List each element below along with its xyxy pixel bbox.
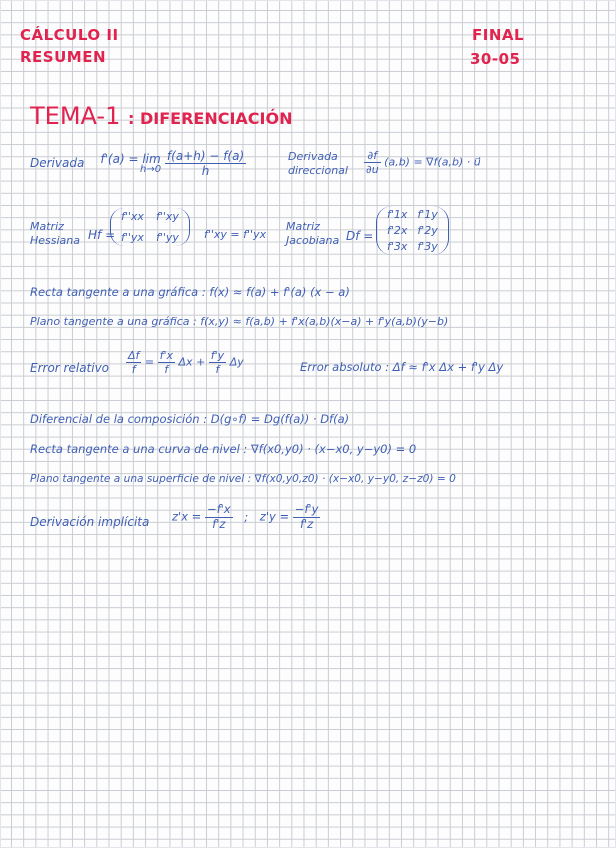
plano-superficie-nivel: Plano tangente a una superficie de nivel : ∇f(x0,y0,z0) · (x−x0, y−y0, z−z0) = 0 xyxy=(30,473,456,485)
error-relativo-frac1 xyxy=(126,350,141,375)
frac-denominator: f xyxy=(131,363,136,376)
implicita-frac-a xyxy=(205,504,233,530)
error-relativo-term: Δy xyxy=(229,355,244,369)
derivada-lhs: f'(a) = lim xyxy=(100,151,161,166)
frac-numerator: f'x xyxy=(159,349,174,362)
error-relativo-formula xyxy=(126,350,244,375)
recta-curva-nivel: Recta tangente a una curva de nivel : ∇f(x0,y0) · (x−x0, y−y0) = 0 xyxy=(30,442,417,456)
error-relativo-label: Error relativo xyxy=(30,361,110,375)
hessiana-cell: f''xx xyxy=(121,210,144,223)
plano-grafica: Plano tangente a una gráfica : f(x,y) ≈ f(a,b) + f'x(a,b)(x−a) + f'y(a,b)(y−b) xyxy=(30,315,449,328)
derivada-numerator: f(a+h) − f(a) xyxy=(166,149,245,163)
direccional-label-line1: Derivada xyxy=(288,150,338,163)
doc-type-heading: RESUMEN xyxy=(20,48,107,66)
hessiana-label-line1: Matriz xyxy=(30,220,64,233)
implicita-b-lhs: z'y = xyxy=(259,509,290,524)
error-relativo-frac3 xyxy=(209,350,226,375)
derivada-fraction xyxy=(165,150,246,177)
frac-denominator: f'z xyxy=(299,516,314,531)
implicita-separator: ; xyxy=(244,509,249,524)
jacobiana-cell: f'1y xyxy=(417,208,438,221)
derivada-limit: h→0 xyxy=(140,163,162,175)
exam-label: FINAL xyxy=(472,26,525,44)
recta-grafica: Recta tangente a una gráfica : f(x) ≈ f(a) + f'(a) (x − a) xyxy=(30,285,350,299)
derivada-denominator: h xyxy=(201,164,210,178)
jacobiana-lhs: Df = xyxy=(346,229,374,243)
implicita-label: Derivación implícita xyxy=(30,515,150,529)
hessiana-label-line2: Hessiana xyxy=(30,234,81,247)
direccional-rhs: (a,b) = ∇f(a,b) · u⃗ xyxy=(384,155,481,169)
topic-title-main: TEMA-1 xyxy=(30,102,121,130)
direccional-denominator: ∂u xyxy=(366,163,379,176)
implicita-a-lhs: z'x = xyxy=(172,509,202,524)
error-absoluto: Error absoluto : Δf ≈ f'x Δx + f'y Δy xyxy=(300,360,504,374)
topic-title xyxy=(30,104,292,128)
frac-denominator: f'z xyxy=(212,516,226,531)
jacobiana-label xyxy=(286,220,339,248)
frac-denominator: f xyxy=(164,363,169,376)
jacobiana-cell: f'1x xyxy=(387,208,408,221)
frac-numerator: −f'x xyxy=(206,502,231,516)
hessiana-lhs: Hf = xyxy=(88,228,116,242)
hessiana-matrix xyxy=(110,208,190,246)
jacobiana-cell: f'2y xyxy=(417,224,438,237)
jacobiana-cell: f'3x xyxy=(387,240,408,253)
topic-subtitle: : DIFERENCIACIÓN xyxy=(128,109,293,128)
frac-numerator: −f'y xyxy=(294,502,319,516)
direccional-label xyxy=(288,150,348,178)
jacobiana-cell: f'2x xyxy=(387,224,408,237)
error-relativo-frac2 xyxy=(158,350,175,375)
hessiana-cell: f''xy xyxy=(155,210,179,223)
frac-denominator: f xyxy=(215,363,220,376)
equals-sign: = xyxy=(144,355,155,369)
direccional-numerator: ∂f xyxy=(364,150,381,163)
subject-heading: CÁLCULO II xyxy=(20,26,119,44)
jacobiana-cell: f'3y xyxy=(417,240,438,253)
direccional-label-line2: direccional xyxy=(288,164,348,177)
hessiana-cell: f''yy xyxy=(155,231,179,244)
implicita-formula xyxy=(172,504,320,530)
frac-numerator: Δf xyxy=(128,349,140,362)
composicion: Diferencial de la composición : D(g∘f) = Dg(f(a)) · Df(a) xyxy=(30,412,350,426)
direccional-fraction xyxy=(364,150,381,175)
implicita-frac-b xyxy=(293,504,321,530)
jacobiana-matrix xyxy=(376,206,449,255)
jacobiana-label-line2: Jacobiana xyxy=(286,234,340,247)
frac-numerator: f'y xyxy=(210,349,225,362)
hessiana-note: f''xy = f''yx xyxy=(204,228,267,241)
exam-date: 30-05 xyxy=(470,50,521,68)
jacobiana-label-line1: Matriz xyxy=(286,220,320,233)
error-relativo-term: Δx + xyxy=(178,355,206,369)
hessiana-label xyxy=(30,220,80,248)
hessiana-cell: f''yx xyxy=(121,231,144,244)
derivada-formula xyxy=(100,150,246,177)
direccional-formula xyxy=(364,150,481,175)
derivada-label: Derivada xyxy=(30,156,85,170)
